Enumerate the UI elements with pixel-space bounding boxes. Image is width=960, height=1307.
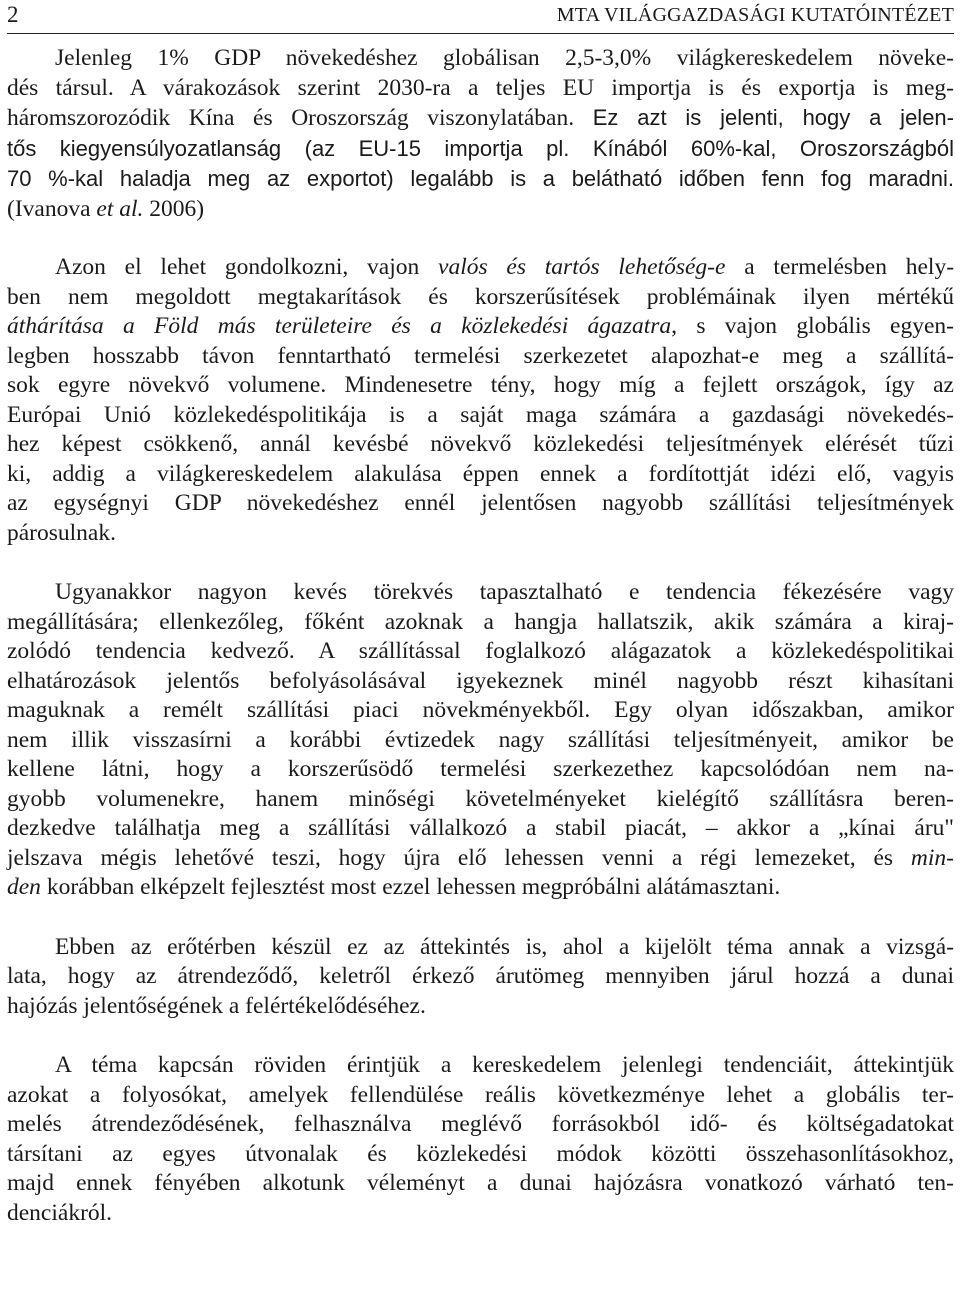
text-line: nem illik visszasírni a korábbi évtizedek nagy szállítási teljesítményeit, amikor be (7, 726, 954, 753)
text-line: hajózás jelentőségének a felértékelődéséhez. (7, 992, 426, 1019)
text-line: den korábban elképzelt fejlesztést most ezzel lehessen megpróbálni alátámasztani. (7, 874, 781, 900)
text-line: legben hosszabb távon fenntartható termelési szerkezetet alapozhat-e meg a szállítá- (7, 342, 954, 369)
document-body (7, 44, 954, 1228)
text-line: lata, hogy az átrendeződő, keletről érkező árutömeg mennyiben járul hozzá a dunai (7, 963, 954, 989)
text-line: azokat a folyosókat, amelyek fellendülése reális következménye lehet a globális ter- (7, 1081, 954, 1108)
page-header (7, 0, 954, 34)
paragraph-1 (7, 44, 954, 224)
text-line: A téma kapcsán röviden érintjük a kereskedelem jelenlegi tendenciáit, áttekintjük (55, 1052, 954, 1078)
paragraph-5 (7, 1051, 954, 1228)
italic-text: min- (910, 844, 954, 871)
text-line: az egységnyi GDP növekedéshez ennél jelentősen nagyobb szállítási teljesítmények (7, 490, 954, 516)
text-line: dés társul. A várakozások szerint 2030-ra a teljes EU importja is és exportja is meg- (7, 74, 954, 101)
text-line: Ugyanakkor nagyon kevés törekvés tapasztalható e tendencia fékezésére vagy (55, 579, 954, 605)
page-number: 2 (7, 2, 19, 27)
text-line: megállítására; ellenkezőleg, főként azoknak a hangja hallatszik, akik számára a kiraj- (7, 608, 954, 635)
text-line: gyobb volumenekre, hanem minőségi követelményeket kielégítő szállításra beren- (7, 785, 954, 812)
paragraph-3 (7, 578, 954, 903)
running-head: MTA VILÁGGAZDASÁGI KUTATÓINTÉZET (556, 4, 954, 26)
text-line: kellene látni, hogy a korszerűsödő termelési szerkezethez kapcsolódóan nem na- (7, 756, 954, 782)
text-line: (Ivanova et al. 2006) (7, 195, 205, 222)
italic-text: et al. (96, 195, 144, 222)
text-line (7, 134, 954, 165)
paragraph-4 (7, 933, 954, 1022)
italic-text: valós és tartós lehetőség-e (438, 254, 726, 280)
paragraph-2 (7, 253, 954, 548)
text-line: Ebben az erőtérben készül ez az áttekintés is, ahol a kijelölt téma annak a vizsgá- (55, 933, 954, 960)
text-line: majd ennek fényében alkotunk véleményt a dunai hajózásra vonatkozó várható ten- (7, 1170, 954, 1196)
text-line: zolódó tendencia kedvező. A szállítással foglalkozó alágazatok a közlekedéspolitikai (7, 638, 954, 664)
text-line: háromszorozódik Kína és Oroszország viszonylatában. Ez azt is jelenti, hogy a jelen- (7, 105, 954, 131)
sans-text: 70 %-kal haladja meg az exportot) legalább is a belátható időben fenn fog maradni. (7, 166, 954, 191)
text-line: Azon el lehet gondolkozni, vajon valós és tartós lehetőség-e a termelésben hely- (55, 254, 955, 280)
text-line: denciákról. (7, 1199, 113, 1226)
text-line: hez képest csökkenő, annál kevésbé növekvő közlekedési teljesítmények elérését tűzi (7, 431, 954, 457)
text-line: dezkedve találhatja meg a szállítási vállalkozó a stabil piacát, – akkor a „kínai áru" (7, 815, 954, 841)
text-line (7, 164, 954, 195)
text-line: áthárítása a Föld más területeire és a közlekedési ágazatra, s vajon globális egyen- (7, 313, 954, 339)
italic-text: den (7, 874, 41, 900)
text-line: párosulnak. (7, 519, 116, 546)
text-line: ben nem megoldott megtakarítások és korszerűsítések problémáinak ilyen mértékű (7, 283, 954, 310)
text-line: Európai Unió közlekedéspolitikája is a saját maga számára a gazdasági növekedés- (7, 401, 954, 428)
text-line: maguknak a remélt szállítási piaci növekményekből. Egy olyan időszakban, amikor (7, 697, 954, 723)
text-line: elhatározások jelentős befolyásolásával igyekeznek minél nagyobb részt kihasítani (7, 667, 954, 694)
text-line: társítani az egyes útvonalak és közlekedési módok közötti összehasonlításokhoz, (7, 1140, 954, 1167)
italic-text: áthárítása a Föld más területeire és a közlekedési ágazatra (7, 313, 672, 339)
text-line: sok egyre növekvő volumene. Mindenesetre tény, hogy míg a fejlett országok, így az (7, 372, 954, 398)
text-line: melés átrendeződésének, felhasználva meglévő forrásokból idő- és költségadatokat (7, 1111, 954, 1137)
sans-text: tős kiegyensúlyozatlanság (az EU-15 importja pl. Kínából 60%-kal, Oroszországból (7, 135, 954, 161)
text-line: Jelenleg 1% GDP növekedéshez globálisan 2,5-3,0% világkereskedelem növeke- (55, 45, 954, 71)
sans-text: Ez azt is jelenti, hogy a jelen- (592, 105, 954, 130)
text-line: ki, addig a világkereskedelem alakulása éppen ennek a fordítottját idézi elő, vagyis (7, 460, 954, 487)
text-line: jelszava mégis lehetővé teszi, hogy újra elő lehessen venni a régi lemezeket, és min- (7, 844, 954, 871)
